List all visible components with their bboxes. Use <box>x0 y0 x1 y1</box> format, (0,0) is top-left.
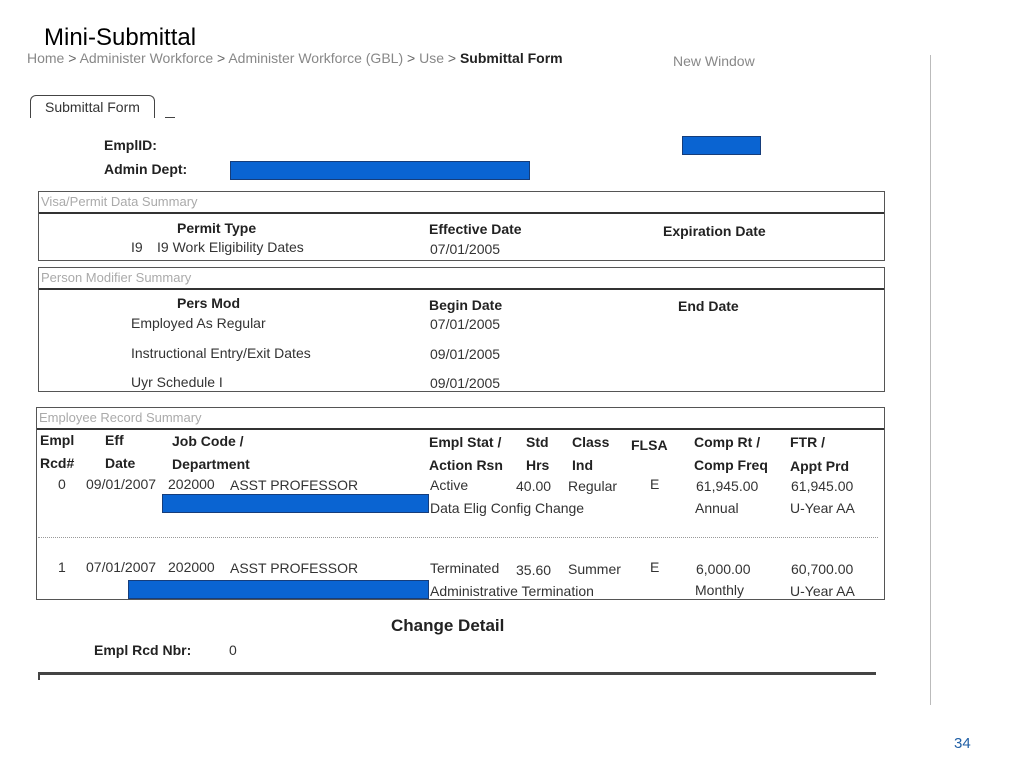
row1-comp-freq: Monthly <box>695 582 745 598</box>
row0-job-title: ASST PROFESSOR <box>230 477 359 493</box>
row0-action-rsn: Data Elig Config Change <box>430 500 585 516</box>
permit-effective: 07/01/2005 <box>430 241 501 257</box>
row-separator <box>38 537 878 538</box>
admin-dept-label: Admin Dept: <box>104 161 188 177</box>
breadcrumb-administer-workforce[interactable]: Administer Workforce <box>79 50 214 66</box>
empl-rcd-nbr-label: Empl Rcd Nbr: <box>94 642 192 658</box>
row0-status: Active <box>430 477 469 493</box>
pers-mod-header: Pers Mod <box>177 295 241 311</box>
row1-flsa: E <box>650 559 660 575</box>
row1-action-rsn: Administrative Termination <box>430 583 594 599</box>
permit-desc: I9 Work Eligibility Dates <box>157 239 304 255</box>
pers-mod-row-1: Instructional Entry/Exit Dates <box>131 345 311 361</box>
page-number: 34 <box>954 735 971 752</box>
breadcrumb-separator: > <box>68 50 77 66</box>
empl-rcd-nbr-value: 0 <box>229 642 237 658</box>
breadcrumb-current: Submittal Form <box>459 50 563 66</box>
std-header-2: Hrs <box>526 457 550 473</box>
empl-header-2: Rcd# <box>40 455 75 471</box>
stat-header-1: Empl Stat / <box>429 434 502 450</box>
row1-std-hrs: 35.60 <box>516 562 552 578</box>
tab-submittal-form[interactable]: Submittal Form <box>30 95 155 118</box>
job-header-2: Department <box>172 456 250 472</box>
row0-eff-date: 09/01/2007 <box>86 476 157 492</box>
effective-date-header: Effective Date <box>429 221 522 237</box>
admin-dept-redaction <box>230 161 530 180</box>
job-header-1: Job Code / <box>172 433 244 449</box>
tab-underline <box>165 117 175 118</box>
breadcrumb-separator: > <box>447 50 457 66</box>
row1-eff-date: 07/01/2007 <box>86 559 157 575</box>
change-detail-title: Change Detail <box>391 616 505 635</box>
pers-mod-row-0: Employed As Regular <box>131 315 266 331</box>
class-header-1: Class <box>572 434 610 450</box>
comp-header-2: Comp Freq <box>694 457 768 473</box>
breadcrumb-administer-workforce-gbl[interactable]: Administer Workforce (GBL) <box>228 50 404 66</box>
row1-dept-redaction <box>128 580 429 599</box>
ftr-header-2: Appt Prd <box>790 458 850 474</box>
new-window-link[interactable]: New Window <box>673 53 755 69</box>
row0-ftr: 61,945.00 <box>791 478 854 494</box>
std-header-1: Std <box>526 434 549 450</box>
emplid-label: EmplID: <box>104 137 157 153</box>
end-date-header: End Date <box>678 298 739 314</box>
breadcrumb-separator: > <box>407 50 416 66</box>
row0-dept-redaction <box>162 494 429 513</box>
empl-header-1: Empl <box>40 432 75 448</box>
comp-header-1: Comp Rt / <box>694 434 761 450</box>
eff-header-2: Date <box>105 455 136 471</box>
row0-std-hrs: 40.00 <box>516 478 552 494</box>
row1-job-code: 202000 <box>168 559 215 575</box>
expiration-date-header: Expiration Date <box>663 223 766 239</box>
visa-permit-title: Visa/Permit Data Summary <box>39 192 884 214</box>
person-modifier-title: Person Modifier Summary <box>39 268 884 290</box>
row0-appt-prd: U-Year AA <box>790 500 855 516</box>
row1-status: Terminated <box>430 560 500 576</box>
row0-comp-freq: Annual <box>695 500 739 516</box>
permit-code: I9 <box>131 239 143 255</box>
eff-header-1: Eff <box>105 432 124 448</box>
row1-rcd: 1 <box>58 559 66 575</box>
row1-ftr: 60,700.00 <box>791 561 854 577</box>
row0-rcd: 0 <box>58 476 66 492</box>
row0-job-code: 202000 <box>168 476 215 492</box>
pers-mod-begin-1: 09/01/2005 <box>430 346 501 362</box>
breadcrumb-home[interactable]: Home <box>27 50 65 66</box>
ftr-header-1: FTR / <box>790 434 825 450</box>
permit-type-header: Permit Type <box>177 220 257 236</box>
begin-date-header: Begin Date <box>429 297 503 313</box>
row0-flsa: E <box>650 476 660 492</box>
pers-mod-begin-0: 07/01/2005 <box>430 316 501 332</box>
emplid-redaction <box>682 136 761 155</box>
row0-comp-rt: 61,945.00 <box>696 478 759 494</box>
breadcrumb-separator: > <box>217 50 226 66</box>
pers-mod-begin-2: 09/01/2005 <box>430 375 501 391</box>
scan-right-edge <box>930 55 931 705</box>
breadcrumb <box>27 50 563 66</box>
row1-job-title: ASST PROFESSOR <box>230 560 359 576</box>
row1-appt-prd: U-Year AA <box>790 583 855 599</box>
employee-record-title: Employee Record Summary <box>37 408 884 430</box>
flsa-header: FLSA <box>631 437 668 453</box>
row1-class-ind: Summer <box>568 561 621 577</box>
bottom-divider <box>38 672 876 675</box>
breadcrumb-use[interactable]: Use <box>419 50 444 66</box>
slide-title: Mini-Submittal <box>44 24 197 51</box>
bottom-divider-tick <box>38 672 40 680</box>
row0-class-ind: Regular <box>568 478 618 494</box>
row1-comp-rt: 6,000.00 <box>696 561 751 577</box>
pers-mod-row-2: Uyr Schedule I <box>131 374 223 390</box>
class-header-2: Ind <box>572 457 593 473</box>
stat-header-2: Action Rsn <box>429 457 503 473</box>
